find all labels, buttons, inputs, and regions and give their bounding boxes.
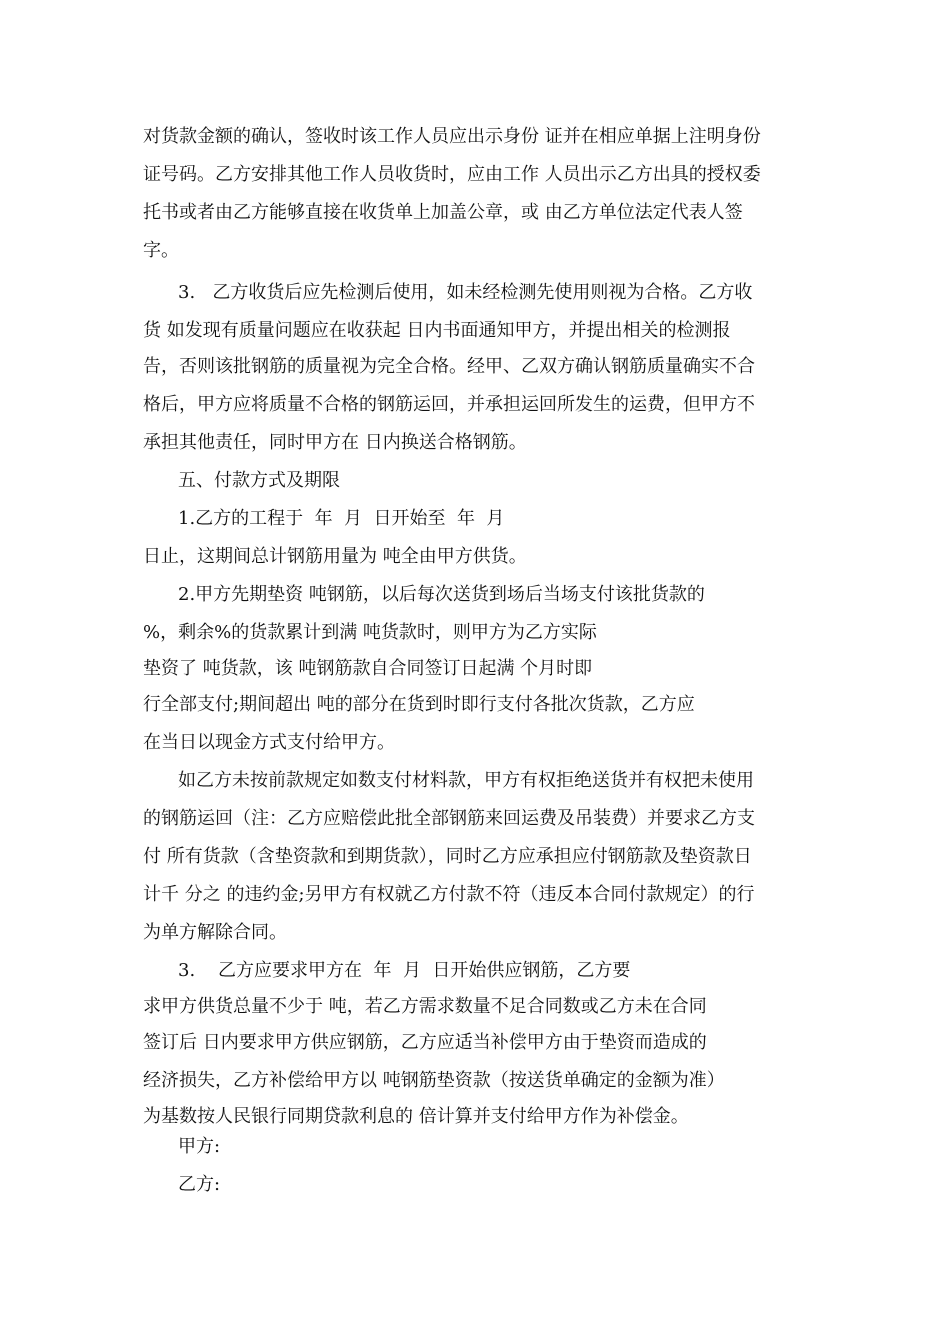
text-line: 日止，这期间总计钢筋用量为 吨全由甲方供货。: [143, 546, 527, 567]
text-line: 行全部支付;期间超出 吨的部分在货到时即行支付各批次货款，乙方应: [143, 694, 695, 715]
text-line: 经济损失，乙方补偿给甲方以 吨钢筋垫资款（按送货单确定的金额为准）: [143, 1070, 725, 1091]
text-line: 签订后 日内要求甲方供应钢筋，乙方应适当补偿甲方由于垫资而造成的: [143, 1032, 707, 1053]
party-a-label: 甲方:: [178, 1136, 221, 1157]
text-line: 货 如发现有质量问题应在收获起 日内书面通知甲方，并提出相关的检测报: [143, 320, 731, 341]
text-line: 格后，甲方应将质量不合格的钢筋运回，并承担运回所发生的运费，但甲方不: [143, 394, 755, 415]
text-line: 在当日以现金方式支付给甲方。: [143, 732, 395, 753]
text-line: 求甲方供货总量不少于 吨，若乙方需求数量不足合同数或乙方未在合同: [143, 996, 707, 1017]
text-line: 付 所有货款（含垫资款和到期货款），同时乙方应承担应付钢筋款及垫资款日: [143, 846, 752, 867]
text-line: 承担其他责任，同时甲方在 日内换送合格钢筋。: [143, 432, 527, 453]
text-line: 为基数按人民银行同期贷款利息的 倍计算并支付给甲方作为补偿金。: [143, 1106, 689, 1127]
text-line: 告，否则该批钢筋的质量视为完全合格。经甲、乙双方确认钢筋质量确实不合: [143, 356, 755, 377]
text-line: 字。: [143, 240, 179, 261]
text-line: 计千 分之 的违约金;另甲方有权就乙方付款不符（违反本合同付款规定）的行: [143, 884, 755, 905]
text-line: 托书或者由乙方能够直接在收货单上加盖公章，或 由乙方单位法定代表人签: [143, 202, 743, 223]
party-b-label: 乙方:: [178, 1174, 221, 1195]
text-line: %，剩余%的货款累计到满 吨货款时，则甲方为乙方实际: [143, 622, 597, 643]
text-line: 3. 乙方收货后应先检测后使用，如未经检测先使用则视为合格。乙方收: [178, 282, 753, 303]
text-line: 垫资了 吨货款，该 吨钢筋款自合同签订日起满 个月时即: [143, 658, 593, 679]
section-heading: 五、付款方式及期限: [178, 470, 340, 491]
text-line: 对货款金额的确认，签收时该工作人员应出示身份 证并在相应单据上注明身份: [143, 126, 761, 147]
text-line: 1.乙方的工程于 年 月 日开始至 年 月: [178, 508, 505, 529]
text-line: 如乙方未按前款规定如数支付材料款，甲方有权拒绝送货并有权把未使用: [178, 770, 754, 791]
text-line: 为单方解除合同。: [143, 922, 287, 943]
text-line: 证号码。乙方安排其他工作人员收货时，应由工作 人员出示乙方出具的授权委: [143, 164, 761, 185]
text-line: 3. 乙方应要求甲方在 年 月 日开始供应钢筋，乙方要: [178, 960, 631, 981]
text-line: 的钢筋运回（注：乙方应赔偿此批全部钢筋来回运费及吊装费）并要求乙方支: [143, 808, 755, 829]
text-line: 2.甲方先期垫资 吨钢筋，以后每次送货到场后当场支付该批货款的: [178, 584, 705, 605]
